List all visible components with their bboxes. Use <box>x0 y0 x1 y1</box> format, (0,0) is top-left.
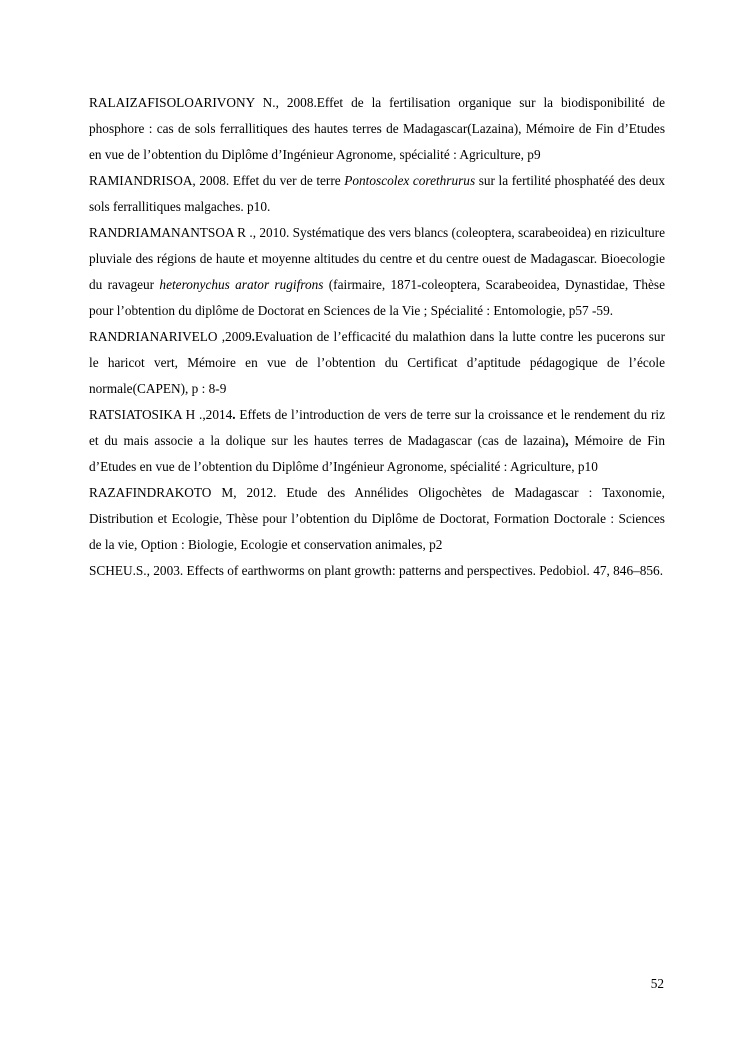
reference-randrianarivelo <box>89 324 665 402</box>
bold-punctuation: , <box>565 433 569 448</box>
bold-punctuation: . <box>251 329 255 344</box>
reference-list <box>89 90 665 584</box>
reference-ratsiatosika <box>89 402 665 480</box>
reference-text: sur la fertilité phosphatéé des deux sols ferrallitiques malgaches. p10. <box>89 173 666 214</box>
reference-ralaizafisoloarivony <box>89 90 665 168</box>
reference-randriamanantsoa <box>89 220 665 324</box>
reference-text: RALAIZAFISOLOARIVONY N., 2008.Effet de la fertilisation organique sur la biodisponibilité de phosphore : cas de sols ferrallitiques des hautes terres de Madagascar(Lazaina), Mémoire de Fin d’Etudes en vue de l’obtention du Diplôme d’Ingénieur Agronome, spécialité : Agriculture, p9 <box>89 95 665 162</box>
reference-text: Mémoire de Fin d’Etudes en vue de l’obtention du Diplôme d’Ingénieur Agronome, spécialité : Agriculture, p10 <box>89 433 665 474</box>
reference-text: RANDRIAMANANTSOA R ., 2010. Systématique des vers blancs (coleoptera, scarabeoidea) en riziculture pluviale des régions de haute et moyenne altitudes du centre et du centre ouest de Madagascar. Bioecologie du ravageur <box>89 225 665 292</box>
reference-text: SCHEU.S., 2003. Effects of earthworms on plant growth: patterns and perspectives. Pedobiol. 47, 846–856. <box>89 563 664 578</box>
page-number: 52 <box>650 976 664 991</box>
reference-text: RATSIATOSIKA H .,2014 <box>89 407 233 422</box>
species-name: Pontoscolex corethrurus <box>344 173 476 188</box>
species-name: heteronychus arator rugifrons <box>159 277 324 292</box>
reference-text: RAMIANDRISOA, 2008. Effet du ver de terre <box>89 173 345 188</box>
bold-punctuation: . <box>232 407 236 422</box>
reference-text: (fairmaire, 1871-coleoptera, Scarabeoidea, Dynastidae, Thèse pour l’obtention du diplôme de Doctorat en Sciences de la Vie ; Spécialité : Entomologie, p57 -59. <box>89 277 665 318</box>
reference-text: RANDRIANARIVELO ,2009 <box>89 329 252 344</box>
reference-text: RAZAFINDRAKOTO M, 2012. Etude des Annélides Oligochètes de Madagascar : Taxonomie, Distribution et Ecologie, Thèse pour l’obtention du Diplôme de Doctorat, Formation Doctorale : Sciences de la vie, Option : Biologie, Ecologie et conservation animales, p2 <box>89 485 665 552</box>
reference-scheu <box>89 558 665 584</box>
reference-text: Evaluation de l’efficacité du malathion dans la lutte contre les pucerons sur le haricot vert, Mémoire en vue de l’obtention du Certificat d’aptitude pédagogique de l’école normale(CAPEN), p : 8-9 <box>89 329 665 396</box>
reference-razafindrakoto <box>89 480 665 558</box>
reference-ramiandrisoa <box>89 168 665 220</box>
reference-text: Effets de l’introduction de vers de terre sur la croissance et le rendement du riz et du mais associe a la dolique sur les hautes terres de Madagascar (cas de lazaina) <box>89 407 665 448</box>
